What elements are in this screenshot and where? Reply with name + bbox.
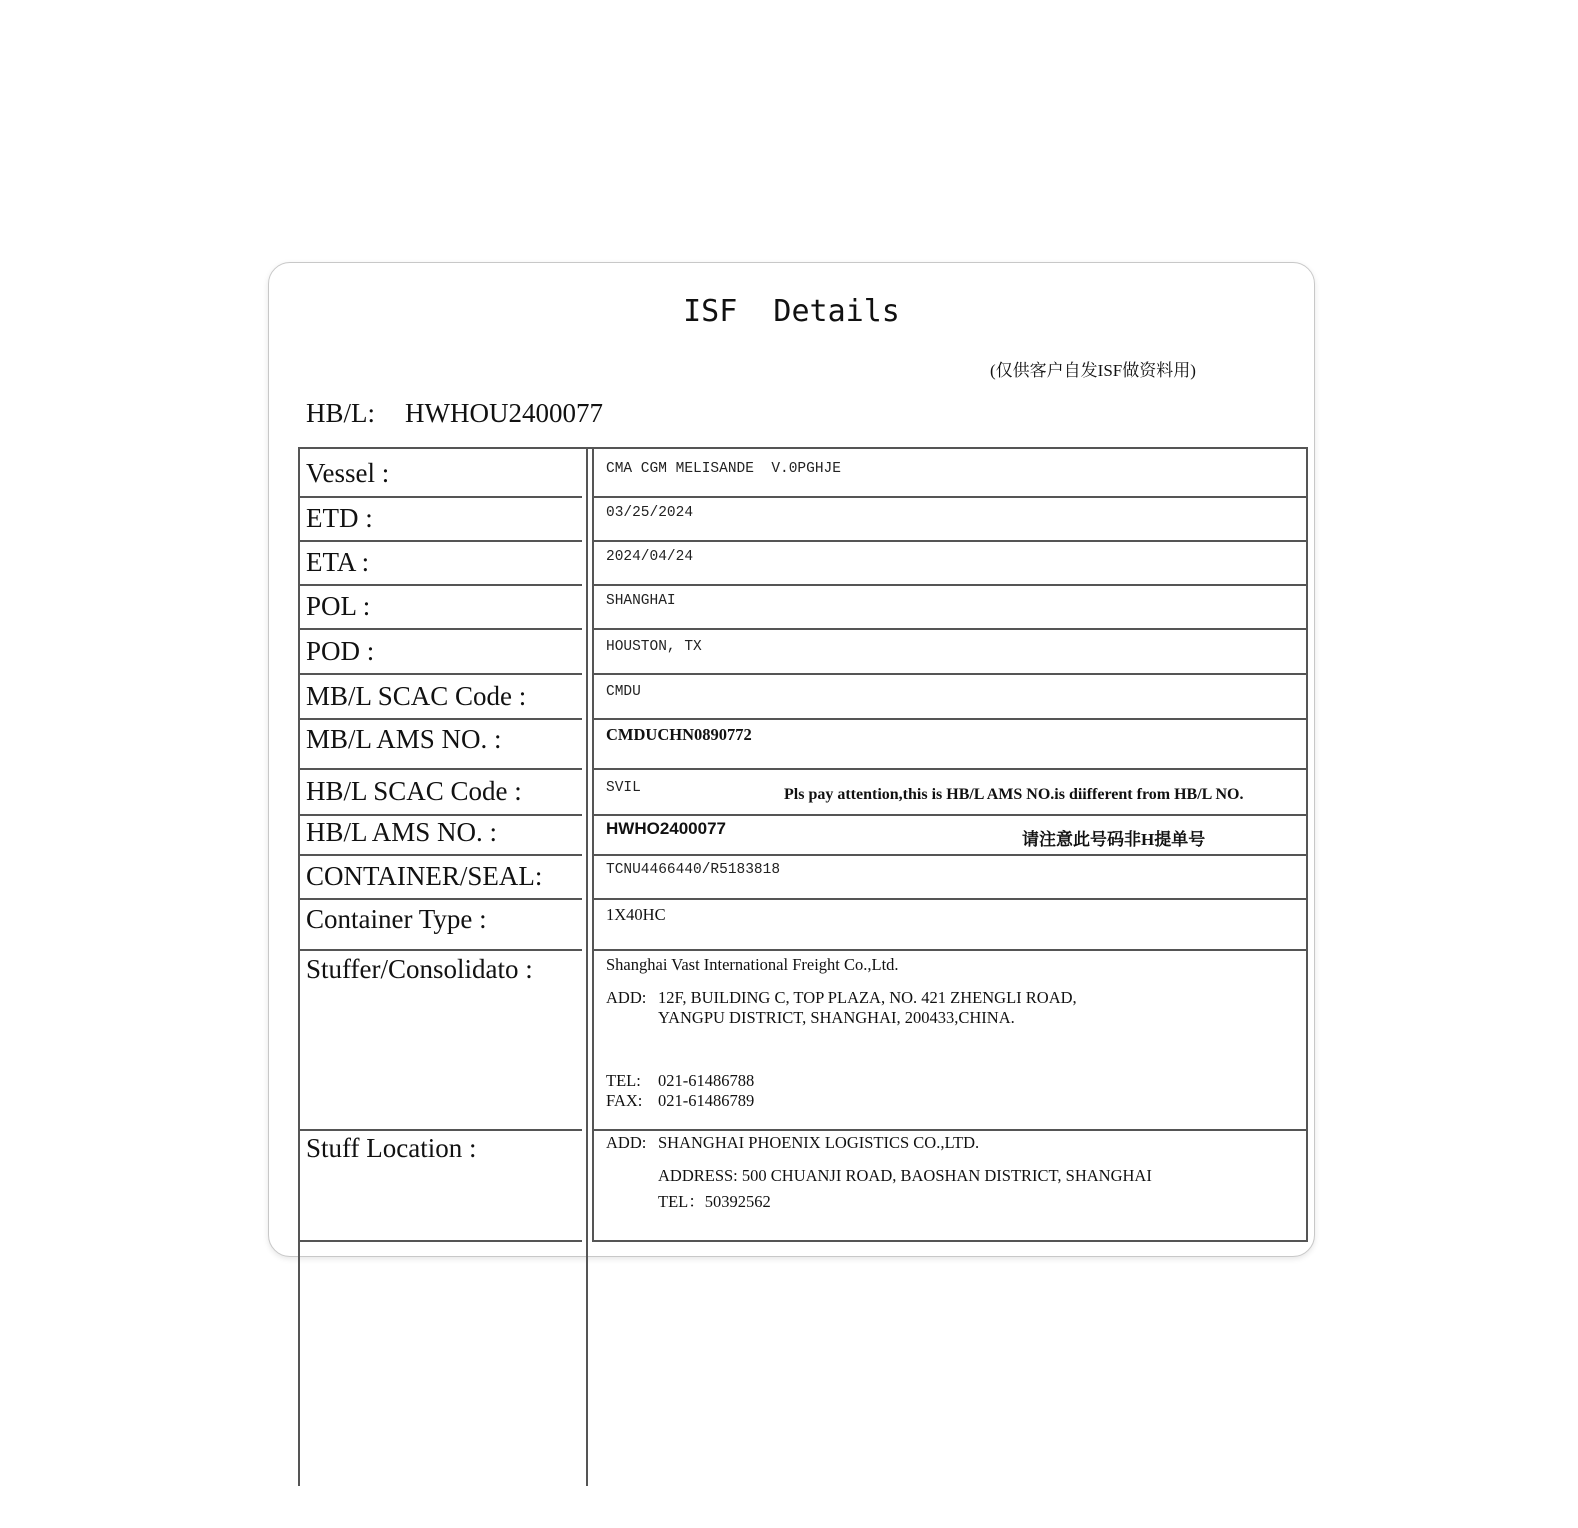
hbl-header-label: HB/L: [306,398,376,428]
stuffer-fax: 021-61486789 [658,1091,755,1110]
stuffer-add-label: ADD: [606,988,647,1007]
table-border [592,673,1308,675]
stuffer-address-line2: YANGPU DISTRICT, SHANGHAI, 200433,CHINA. [658,1008,1015,1027]
table-border [592,540,1308,542]
stuffer-tel-label: TEL: [606,1071,641,1090]
stuff-location-add-label: ADD: [606,1133,647,1152]
table-border [298,1129,582,1131]
hbl-ams-notice-cn: 请注意此号码非H提单号 [1022,830,1206,849]
table-border [298,540,582,542]
table-border [298,628,582,630]
vessel-value: CMA CGM MELISANDE V.0PGHJE [606,461,841,477]
table-border [298,814,582,816]
table-border [298,447,1308,449]
table-border [298,768,582,770]
mbl-scac-label: MB/L SCAC Code : [306,681,527,711]
eta-label: ETA : [306,547,370,577]
table-border [592,949,1308,951]
etd-label: ETD : [306,503,373,533]
table-border [592,854,1308,856]
stuff-location-label: Stuff Location : [306,1133,477,1163]
table-border [586,447,588,1486]
hbl-ams-value: HWHO2400077 [606,819,727,838]
ams-difference-notice: Pls pay attention,this is HB/L AMS NO.is diifferent from HB/L NO. [784,786,1244,803]
pod-label: POD : [306,636,375,666]
mbl-scac-value: CMDU [606,684,641,700]
hbl-ams-label: HB/L AMS NO. : [306,817,498,847]
stuffer-fax-label: FAX: [606,1091,643,1110]
stuff-location-address: ADDRESS: 500 CHUANJI ROAD, BAOSHAN DISTRICT, SHANGHAI [658,1166,1152,1185]
stuffer-label: Stuffer/Consolidato : [306,954,533,984]
table-border [298,447,300,1486]
table-border [298,854,582,856]
pol-label: POL : [306,591,371,621]
eta-value: 2024/04/24 [606,549,694,565]
mbl-ams-value: CMDUCHN0890772 [606,725,752,744]
table-border [592,898,1308,900]
table-border [298,898,582,900]
pol-value: SHANGHAI [606,593,676,609]
table-border [592,768,1308,770]
stuffer-address-line1: 12F, BUILDING C, TOP PLAZA, NO. 421 ZHENGLI ROAD, [658,988,1077,1007]
document-title: ISF Details [683,294,900,329]
container-type-label: Container Type : [306,904,487,934]
table-border [298,584,582,586]
hbl-header [306,398,603,429]
table-border [592,496,1308,498]
pod-value: HOUSTON, TX [606,639,702,655]
table-border [298,949,582,951]
mbl-ams-label: MB/L AMS NO. : [306,724,502,754]
table-border [1306,447,1308,1241]
table-border [592,584,1308,586]
stuffer-company: Shanghai Vast International Freight Co.,Ltd. [606,955,899,974]
table-border [592,814,1308,816]
container-seal-value: TCNU4466440/R5183818 [606,862,781,878]
table-border [592,718,1308,720]
table-border [592,1129,1308,1131]
table-border [298,1240,582,1242]
usage-note: (仅供客户自发ISF做资料用) [990,361,1196,380]
table-border [592,628,1308,630]
container-seal-label: CONTAINER/SEAL: [306,861,543,891]
table-border [298,496,582,498]
table-border [592,1240,1308,1242]
stuffer-tel: 021-61486788 [658,1071,755,1090]
stuff-location-tel: TEL：50392562 [658,1192,771,1211]
table-border [298,718,582,720]
hbl-scac-value: SVIL [606,780,641,796]
table-border [298,673,582,675]
stuff-location-company: SHANGHAI PHOENIX LOGISTICS CO.,LTD. [658,1133,980,1152]
table-border [592,447,594,1241]
vessel-label: Vessel : [306,458,390,488]
etd-value: 03/25/2024 [606,505,694,521]
hbl-header-value: HWHOU2400077 [405,398,603,428]
container-type-value: 1X40HC [606,905,666,924]
hbl-scac-label: HB/L SCAC Code : [306,776,522,806]
